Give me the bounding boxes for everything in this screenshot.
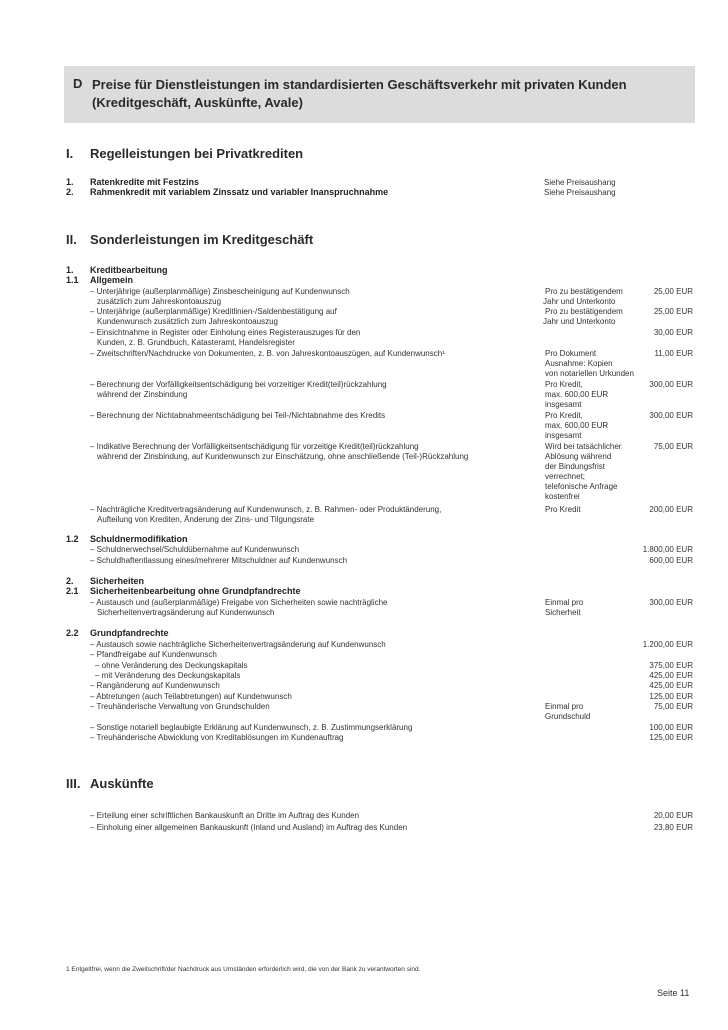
line-item-price: 75,00 EUR	[653, 702, 693, 711]
line-item-note: max. 600,00 EUR	[545, 421, 609, 430]
line-item-text: – Sonstige notariell beglaubigte Erklärung auf Kundenwunsch, z. B. Zustimmungserklärung	[90, 723, 413, 732]
subsection-title: Kreditbearbeitung	[90, 265, 168, 275]
page-number: Seite 11	[657, 988, 690, 998]
footnote: 1 Entgeltfrei, wenn die Zweitschrift/der Nachdruck aus Umständen erforderlich wird, die von der Bank zu verantworten sind.	[66, 966, 421, 973]
line-item-note: telefonische Anfrage	[545, 482, 618, 491]
line-item-note: Pro Kredit	[545, 505, 581, 514]
line-item-text: – Berechnung der Vorfälligkeitsentschädigung bei vorzeitiger Kredit(teil)rückzahlung	[90, 380, 387, 389]
item-title: Ratenkredite mit Festzins	[90, 177, 200, 187]
line-item-note: Ablösung während	[545, 452, 612, 461]
subsection-number: 1.2	[66, 534, 79, 544]
line-item-text: während der Zinsbindung	[97, 390, 188, 399]
line-item-price: 425,00 EUR	[649, 671, 693, 680]
section-title: Regelleistungen bei Privatkrediten	[90, 146, 304, 161]
line-item-note: insgesamt	[545, 400, 582, 409]
line-item-price: 600,00 EUR	[649, 556, 693, 565]
section-banner	[64, 66, 695, 123]
line-item-note: Pro zu bestätigendem	[545, 287, 623, 296]
section-number: I.	[66, 146, 74, 161]
subsection-title: Sicherheiten	[90, 576, 145, 586]
line-item-text: – ohne Veränderung des Deckungskapitals	[95, 661, 248, 670]
line-item-note: Pro Dokument	[545, 349, 597, 358]
line-item-price: 25,00 EUR	[653, 287, 693, 296]
line-item-price: 1.800,00 EUR	[642, 545, 693, 554]
subsection-number: 2.1	[66, 586, 79, 596]
line-item-text: – Austausch sowie nachträgliche Sicherheitenvertragsänderung auf Kundenwunsch	[90, 640, 386, 649]
line-item-note: Wird bei tatsächlicher	[545, 442, 622, 451]
item-number: 1.	[66, 177, 74, 187]
line-item-text: – mit Veränderung des Deckungskapitals	[95, 671, 241, 680]
line-item-text: – Schuldnerwechsel/Schuldübernahme auf Kundenwunsch	[90, 545, 300, 554]
subsection-number: 1.	[66, 265, 74, 275]
line-item-price: 75,00 EUR	[653, 442, 693, 451]
subsection-number: 2.	[66, 576, 74, 586]
line-item-price: 30,00 EUR	[653, 328, 693, 337]
item-note: Siehe Preisaushang	[544, 188, 616, 197]
line-item-note: Pro zu bestätigendem	[545, 307, 623, 316]
subsection-title: Allgemein	[90, 275, 134, 285]
line-item-note: Jahr und Unterkonto	[543, 317, 616, 326]
line-item-text: – Berechnung der Nichtabnahmeentschädigung bei Teil-/Nichtabnahme des Kredits	[90, 411, 386, 420]
line-item-note: Einmal pro	[545, 598, 584, 607]
line-item-text: – Einholung einer allgemeinen Bankauskunft (Inland und Ausland) im Auftrag des Kunden	[90, 823, 408, 832]
line-item-note: max. 600,00 EUR	[545, 390, 609, 399]
line-item-price: 20,00 EUR	[653, 811, 693, 820]
subsection-title: Sicherheitenbearbeitung ohne Grundpfandrechte	[90, 586, 301, 596]
line-item-text: zusätzlich zum Jahreskontoauszug	[97, 297, 222, 306]
line-item-price: 125,00 EUR	[649, 692, 693, 701]
item-note: Siehe Preisaushang	[544, 178, 616, 187]
line-item-price: 300,00 EUR	[649, 598, 693, 607]
line-item-text: – Einsichtnahme in Register oder Einholung eines Registerauszuges für den	[90, 328, 361, 337]
line-item-note: Sicherheit	[545, 608, 581, 617]
section-title: Auskünfte	[90, 776, 154, 791]
line-item-price: 100,00 EUR	[649, 723, 693, 732]
line-item-text: – Schuldhaftentlassung eines/mehrerer Mitschuldner auf Kundenwunsch	[90, 556, 348, 565]
line-item-text: – Rangänderung auf Kundenwunsch	[90, 681, 220, 690]
line-item-text: – Indikative Berechnung der Vorfälligkeitsentschädigung für vorzeitige Kredit(teil)rückzahlung	[90, 442, 419, 451]
line-item-note: Pro Kredit,	[545, 411, 583, 420]
subsection-title: Schuldnermodifikation	[90, 534, 188, 544]
banner-title-line2: (Kreditgeschäft, Auskünfte, Avale)	[92, 95, 303, 110]
banner-title-line1: Preise für Dienstleistungen im standardisierten Geschäftsverkehr mit privaten Kunden	[92, 77, 627, 92]
section-title: Sonderleistungen im Kreditgeschäft	[90, 232, 314, 247]
line-item-note: Pro Kredit,	[545, 380, 583, 389]
line-item-price: 425,00 EUR	[649, 681, 693, 690]
line-item-price: 1.200,00 EUR	[642, 640, 693, 649]
line-item-text: – Zweitschriften/Nachdrucke von Dokumenten, z. B. von Jahreskontoauszügen, auf Kundenwunsch¹	[90, 349, 445, 358]
line-item-text: während der Zinsbindung, auf Kundenwunsch zur Einschätzung, ohne anschließende (Teil-)Rückzahlung	[97, 452, 469, 461]
subsection-number: 2.2	[66, 628, 79, 638]
line-item-note: Ausnahme: Kopien	[545, 359, 613, 368]
line-item-note: kostenfrei	[545, 492, 580, 501]
subsection-number: 1.1	[66, 275, 79, 285]
line-item-text: – Treuhänderische Verwaltung von Grundschulden	[90, 702, 270, 711]
banner-letter: D	[73, 76, 83, 91]
line-item-note: verrechnet;	[545, 472, 586, 481]
line-item-price: 25,00 EUR	[653, 307, 693, 316]
line-item-text: – Austausch und (außerplanmäßige) Freigabe von Sicherheiten sowie nachträgliche	[90, 598, 388, 607]
subsection-title: Grundpfandrechte	[90, 628, 169, 638]
line-item-text: – Unterjährige (außerplanmäßige) Zinsbescheinigung auf Kundenwunsch	[90, 287, 350, 296]
line-item-price: 200,00 EUR	[649, 505, 693, 514]
line-item-note: Grundschuld	[545, 712, 591, 721]
line-item-price: 300,00 EUR	[649, 380, 693, 389]
line-item-price: 300,00 EUR	[649, 411, 693, 420]
line-item-price: 125,00 EUR	[649, 733, 693, 742]
line-item-note: Einmal pro	[545, 702, 584, 711]
line-item-text: – Unterjährige (außerplanmäßige) Kreditlinien-/Saldenbestätigung auf	[90, 307, 337, 316]
line-item-text: – Nachträgliche Kreditvertragsänderung auf Kundenwunsch, z. B. Rahmen- oder Produktänderung,	[90, 505, 442, 514]
line-item-text: – Erteilung einer schriftlichen Bankauskunft an Dritte im Auftrag des Kunden	[90, 811, 360, 820]
line-item-note: von notariellen Urkunden	[545, 369, 634, 378]
line-item-price: 23,80 EUR	[653, 823, 693, 832]
line-item-text: – Pfandfreigabe auf Kundenwunsch	[90, 650, 217, 659]
item-title: Rahmenkredit mit variablem Zinssatz und variabler Inanspruchnahme	[90, 187, 389, 197]
line-item-text: – Abtretungen (auch Teilabtretungen) auf Kundenwunsch	[90, 692, 292, 701]
section-number: III.	[66, 776, 81, 791]
line-item-text: Sicherheitenvertragsänderung auf Kundenwunsch	[97, 608, 275, 617]
banner-title	[92, 76, 627, 112]
line-item-text: – Treuhänderische Abwicklung von Kreditablösungen im Kundenauftrag	[90, 733, 344, 742]
line-item-text: Kundenwunsch zusätzlich zum Jahreskontoauszug	[97, 317, 278, 326]
line-item-text: Kunden, z. B. Grundbuch, Katasteramt, Handelsregister	[97, 338, 295, 347]
line-item-note: der Bindungsfrist	[545, 462, 606, 471]
line-item-price: 375,00 EUR	[649, 661, 693, 670]
line-item-note: insgesamt	[545, 431, 582, 440]
item-number: 2.	[66, 187, 74, 197]
section-number: II.	[66, 232, 77, 247]
line-item-note: Jahr und Unterkonto	[543, 297, 616, 306]
line-item-price: 11,00 EUR	[654, 349, 693, 358]
line-item-text: Aufteilung von Krediten, Änderung der Zins- und Tilgungsrate	[97, 515, 315, 524]
